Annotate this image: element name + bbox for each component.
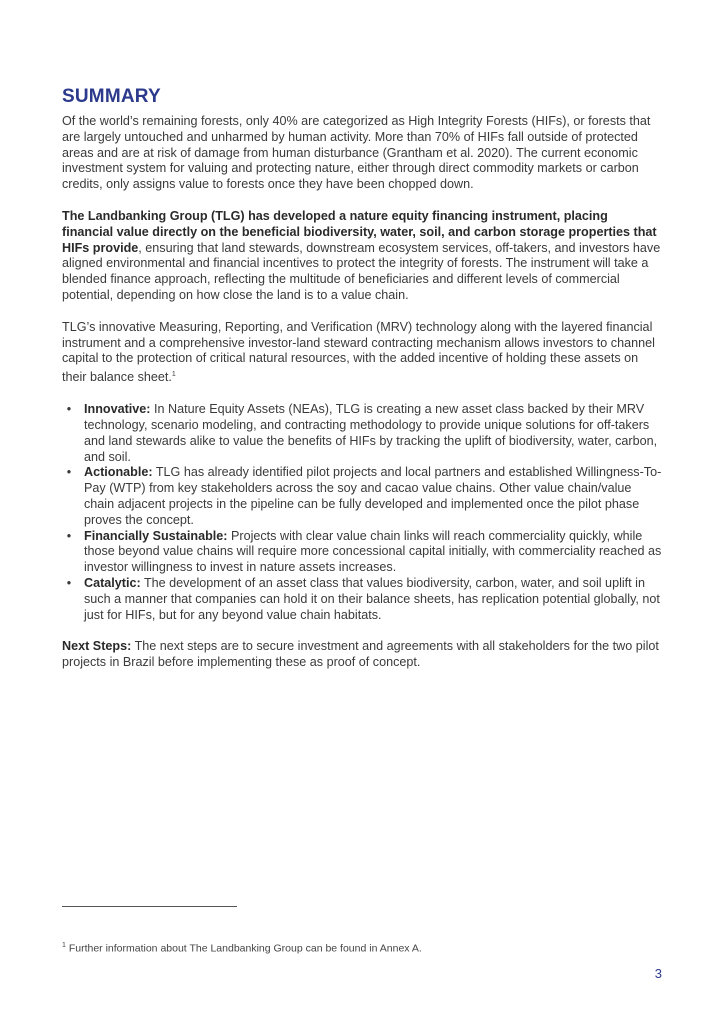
list-item-title: Innovative: [84,402,151,417]
list-item [62,529,662,576]
list-item-title: Financially Sustainable: [84,528,228,543]
page-title: SUMMARY [62,86,161,107]
list-item-title: Catalytic: [84,575,141,590]
tlg-bold-lead: The Landbanking Group (TLG) has developed a nature equity financing instrument, placing financial value directly on the beneficial biodiversity, water, soil, and carbon storage properties that HIFs provide [62,208,657,255]
list-item [62,465,662,528]
tlg-paragraph [62,209,662,304]
bullet-icon: • [66,575,72,590]
list-item-text: In Nature Equity Assets (NEAs), TLG is creating a new asset class backed by their MRV technology, scenario modeling, and contracting methodology to provide unique solutions for off-takers and land stewards alike to value the benefits of HIFs by tracking the uplift of biodiversity, water, carbon, and soil. [84,402,658,464]
list-item-text: The development of an asset class that values biodiversity, carbon, water, and soil uplift in such a manner that companies can hold it on their balance sheets, has replication potential globally, not just for HIFs, but for any beyond value chain habitats. [84,575,660,622]
list-item [62,402,662,465]
next-steps-text: The next steps are to secure investment and agreements with all stakeholders for the two pilot projects in Brazil before implementing these as proof of concept. [62,639,659,670]
tlg-paragraph-rest: , ensuring that land stewards, downstream ecosystem services, off-takers, and investors have aligned environmental and financial incentives to protect the integrity of forests. The instrument will take a blended finance approach, reflecting the multitude of beneficiaries and different levels of commercial potential, depending on how close the land is to a value chain. [62,240,661,302]
footnote-divider [62,906,237,907]
footnote-text: Further information about The Landbanking Group can be found in Annex A. [65,942,422,955]
list-item-text: TLG has already identified pilot projects and local partners and established Willingness-To-Pay (WTP) from key stakeholders across the soy and cacao value chains. Other value chain/value chain adjacent projects in the pipeline can be fully developed and implemented once the pilot phase proves the concept. [84,465,662,527]
intro-paragraph: Of the world’s remaining forests, only 40% are categorized as High Integrity Forests (HIFs), or forests that are largely untouched and unharmed by human activity. More than 70% of HIFs fall outside of protected areas and are at risk of damage from human disturbance (Grantham et al. 2020). The current economic investment system for valuing and protecting nature, either through direct commodity markets or carbon credits, only assigns value to forests once they have been chopped down. [62,114,651,192]
page-content [62,86,662,687]
bullet-icon: • [66,402,72,417]
next-steps-paragraph [62,639,662,671]
next-steps-label: Next Steps: [62,639,132,654]
mrv-paragraph-text: TLG’s innovative Measuring, Reporting, and Verification (MRV) technology along with the layered financial instrument and a comprehensive investor-land steward contracting mechanism allows investors to channel capital to the protection of critical natural resources, with the added incentive of holding these assets on their balance sheet. [62,319,655,385]
mrv-paragraph [62,320,662,386]
page-number: 3 [654,966,662,981]
list-item-text: Projects with clear value chain links will reach commerciality quickly, while those beyond value chains will require more concessional capital initially, with commerciality reached as investor willingness to invest in nature assets increases. [84,528,662,575]
footnote [62,942,422,955]
bullet-icon: • [66,528,72,543]
footnote-ref: 1 [171,371,176,379]
footnote-number: 1 [62,942,66,949]
list-item [62,576,662,623]
list-item-title: Actionable: [84,465,153,480]
benefits-list [62,402,662,623]
bullet-icon: • [66,465,72,480]
